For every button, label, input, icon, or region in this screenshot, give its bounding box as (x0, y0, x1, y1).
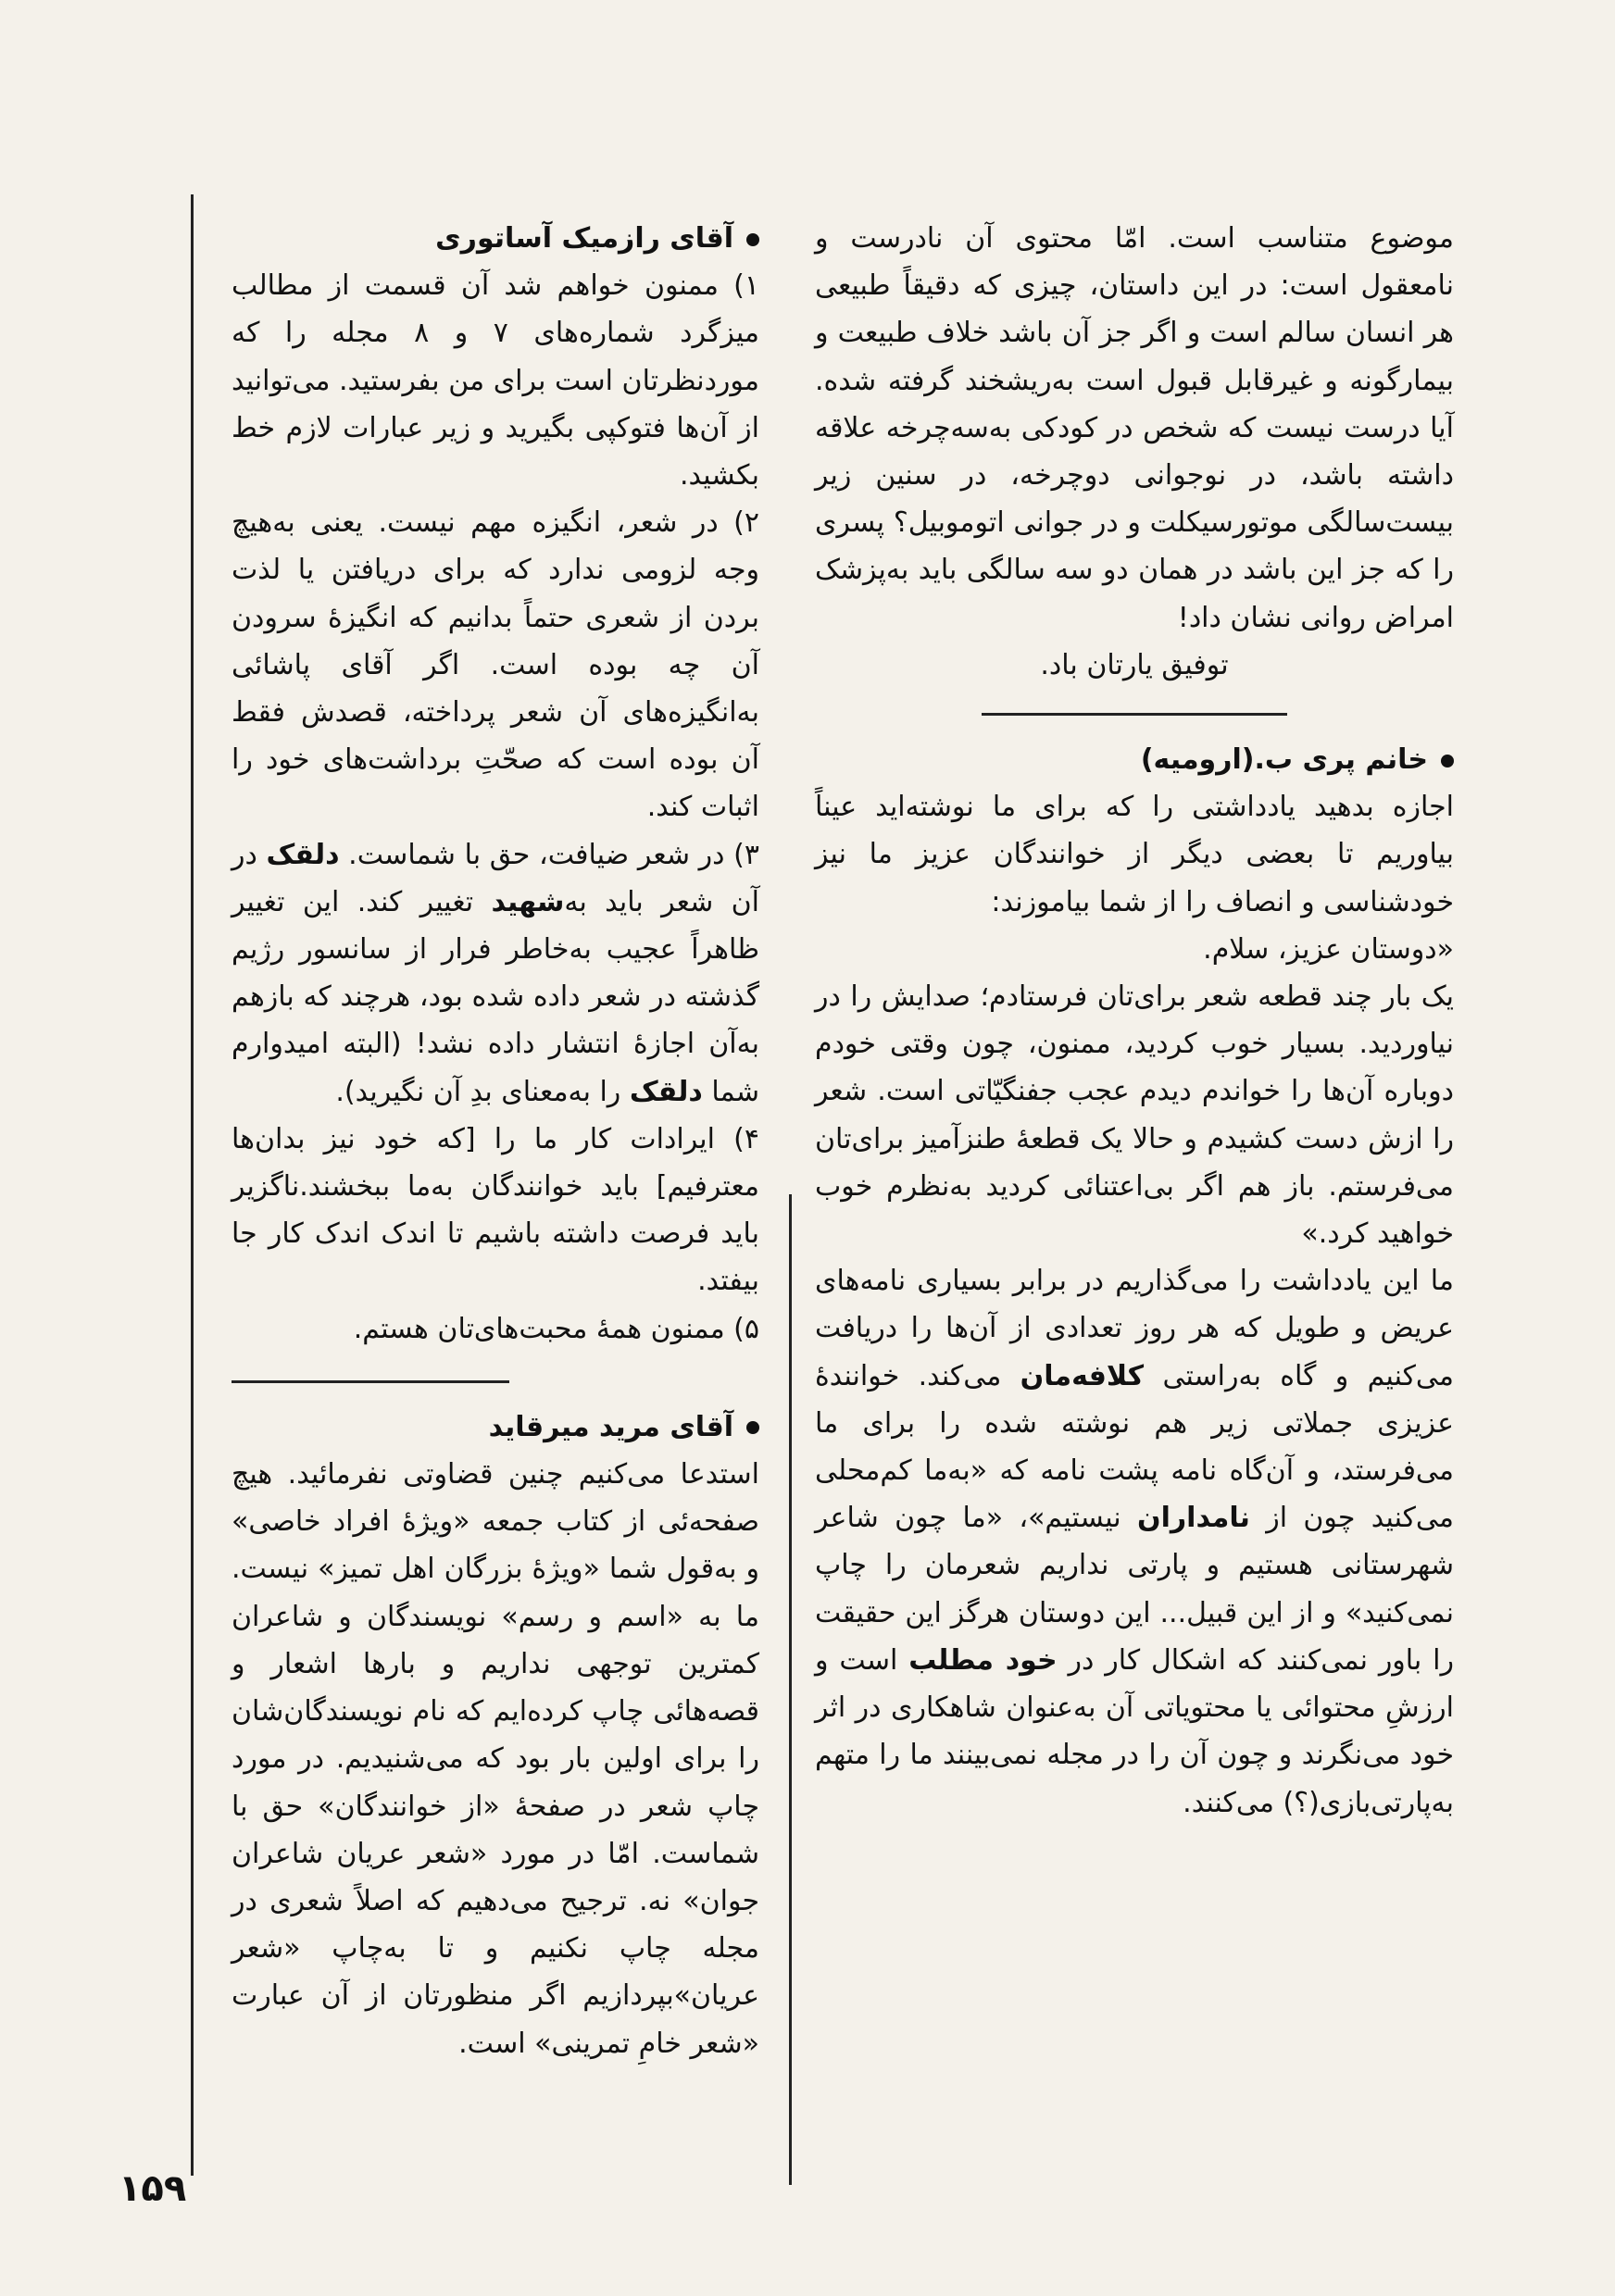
response-text-part: می‌کند. خوانندهٔ عزیزی جملاتی زیر هم نوشته شده را برای ما می‌فرستد، و آن‌گاه نامه پشت نامه که «به‌ما کم‌محلی می‌کنید چون از (815, 1359, 1454, 1535)
bullet-icon (746, 233, 759, 246)
response-text-part: است و ارزشِ محتوائی یا محتویاتی آن به‌عنوان شاهکاری در اثر خود می‌نگرند و چون آن را در مجله نمی‌بینند ما را متهم به‌پارتی‌بازی(؟) می‌کنند. (815, 1643, 1454, 1819)
section-heading-text: آقای رازمیک آساتوری (435, 222, 733, 255)
response-text-part: ما این یادداشت را می‌گذاریم در برابر بسیاری نامه‌های عریض و طویل که هر روز تعدادی از آن‌ها را دریافت می‌کنیم و گاه به‌راستی (815, 1265, 1454, 1392)
reply-paragraph: استدعا می‌کنیم چنین قضاوتی نفرمائید. هیچ صفحه‌ئی از کتاب جمعه «ویژهٔ افراد خاصی» و به‌قول شما «ویژهٔ بزرگان اهل تمیز» نیست. ما به «اسم و رسم» نویسندگان و شاعران کمترین توجهی نداریم و بارها اشعار و قصه‌هائی چاپ کرده‌ایم که نام نویسندگان‌شان را برای اولین بار بود که می‌شنیدیم. در مورد چاپ شعر در صفحهٔ «از خوانندگان» حق با شماست. امّا در مورد «شعر عریان شاعران جوان» نه. ترجیح می‌دهیم که اصلاً شعری در مجله چاپ نکنیم و تا به‌چاپ «شعر عریان»بپردازیم اگر منظورتان از آن عبارت «شعر خامِ تمرینی» است. (232, 1458, 759, 2060)
section-heading-pari (815, 736, 1454, 783)
emphasis-text: خود مطلب (908, 1643, 1058, 1677)
bullet-icon (746, 1421, 759, 1434)
reply-item-5: ۵) ممنون همهٔ محبت‌های‌تان هستم. (353, 1312, 759, 1345)
right-column (815, 215, 1454, 1827)
section-separator (232, 1380, 509, 1383)
letter-intro: اجازه بدهید یادداشتی را که برای ما نوشته‌اید عیناً بیاوریم تا بعضی دیگر از خوانندگان عزیز ما نیز خودشناسی و انصاف را از شما بیاموزند: (815, 791, 1454, 918)
reply-text-part: را به‌معنای بدِ آن نگیرید). (335, 1075, 630, 1108)
emphasis-text: دلقک (629, 1075, 703, 1108)
column-rule-middle (789, 1194, 792, 2185)
quoted-letter: یک بار چند قطعه شعر برای‌تان فرستادم؛ صدایش را در نیاوردید. بسیار خوب کردید، ممنون، چون وقتی خودم دوباره آن‌ها را خواندم دیدم عجب جفنگیّاتی است. شعر را ازش دست کشیدم و حالا یک قطعهٔ طنزآمیز برای‌تان می‌فرستم. باز هم اگر بی‌اعتنائی کردید به‌نظرم خوب خواهید کرد.» (815, 980, 1454, 1251)
section-separator (982, 713, 1287, 716)
emphasis-text: شهید (491, 885, 565, 918)
signoff-text: توفیق یارتان باد. (1040, 648, 1229, 681)
reply-item-4: ۴) ایرادات کار ما را [که خود نیز بدان‌ها معترفیم] باید خوانندگان به‌ما ببخشند.ناگزیر باید فرصت داشته باشیم تا اندک اندک کار جا بیفتد. (232, 1122, 759, 1298)
quote-greeting: «دوستان عزیز، سلام. (1203, 932, 1454, 966)
section-heading-morid (232, 1404, 759, 1451)
reply-text-part: ۳) در شعر ضیافت، حق با شماست. (339, 838, 760, 871)
section-heading-text: آقای مرید میرقاید (488, 1410, 733, 1443)
editor-response (815, 1257, 1454, 1826)
response-text-part: نیستیم»، «ما چون شاعر شهرستانی هستیم و پارتی نداریم شعرمان را چاپ نمی‌کنید» و از این قبیل... این دوستان هرگز این حقیقت را باور نمی‌کنند که اشکال کار در (815, 1502, 1454, 1677)
continued-paragraph: موضوع متناسب است. امّا محتوی آن نادرست و نامعقول است: در این داستان، چیزی که دقیقاً طبیعی هر انسان سالم است و اگر جز آن باشد خلاف طبیعت و بیمارگونه و غیرقابل قبول است به‌ریشخند گرفته شده. آیا درست نیست که شخص در کودکی به‌سه‌چرخه علاقه داشته باشد، در نوجوانی دوچرخه، در سنین زیر بیست‌سالگی موتورسیکلت و در جوانی اتوموبیل؟ پسری را که جز این باشد در همان دو سه سالگی باید به‌پزشک امراض روانی نشان داد! (815, 222, 1454, 634)
bullet-icon (1441, 755, 1454, 767)
reply-text-part: تغییر کند. این تغییر ظاهراً عجیب به‌خاطر فرار از سانسور رژیم گذشته در شعر داده شده بود، هرچند که بازهم به‌آن اجازهٔ انتشار داده نشد! (البته امیدوارم شما (232, 885, 759, 1108)
reply-item-2: ۲) در شعر، انگیزه مهم نیست. یعنی به‌هیچ وجه لزومی ندارد که برای دریافتن یا لذت بردن از شعری حتماً بدانیم که انگیزهٔ سرودن آن چه بوده است. اگر آقای پاشائی به‌انگیزه‌های آن شعر پرداخته، قصدش فقط آن بوده است که صحّتِ برداشت‌های خود را اثبات کند. (232, 506, 759, 824)
section-heading-razmik (232, 215, 759, 262)
reply-text-part: در آن شعر باید به‌ (232, 838, 759, 918)
emphasis-text: نامداران (1137, 1502, 1250, 1535)
reply-item-1: ۱) ممنون خواهم شد آن قسمت از مطالب میزگرد شماره‌های ۷ و ۸ مجله را که موردنظرتان است برای من بفرستید. می‌توانید از آن‌ها فتوکپی بگیرید و زیر عبارات لازم خط بکشید. (232, 269, 760, 493)
section-heading-text: خانم پری ب.(ارومیه) (1140, 743, 1428, 777)
emphasis-text: دلقک (266, 838, 340, 871)
emphasis-text: کلافه‌مان (1020, 1359, 1145, 1392)
column-rule-outer (191, 194, 194, 2176)
reply-item-3 (232, 831, 759, 1116)
left-column (232, 215, 759, 2067)
page-number: ۱۵۹ (119, 2167, 187, 2210)
